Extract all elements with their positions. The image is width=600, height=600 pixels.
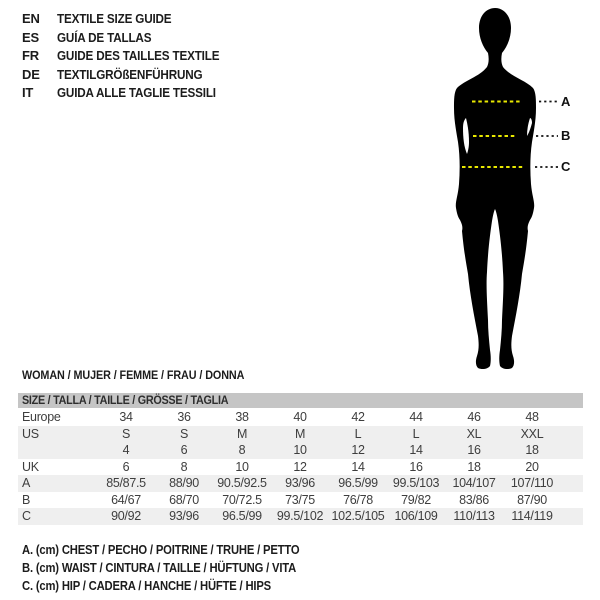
measurement-legend — [22, 541, 330, 595]
size-cell: 10 — [293, 443, 307, 458]
size-cell: 48 — [525, 410, 539, 425]
size-cell: 6 — [122, 459, 130, 474]
row-label: A — [22, 476, 31, 491]
language-label — [57, 66, 219, 85]
size-cell: 102.5/105 — [331, 509, 385, 524]
size-cell: 8 — [238, 443, 246, 458]
size-cell: 14 — [351, 459, 365, 474]
size-table — [18, 393, 583, 525]
size-cell: 110/113 — [453, 509, 495, 524]
size-cell: 16 — [467, 443, 481, 458]
language-label — [57, 47, 237, 66]
row-label: Europe — [22, 410, 61, 425]
language-code: ES — [22, 29, 39, 45]
legend-hip-text: C. (cm) HIP / CADERA / HANCHE / HÜFTE / HIPS — [22, 579, 271, 593]
language-label — [57, 84, 234, 103]
language-label-text: GUÍA DE TALLAS — [57, 29, 152, 45]
language-label — [57, 29, 162, 48]
language-row — [22, 84, 237, 103]
size-cell: 83/86 — [459, 492, 489, 507]
legend-line-chest — [22, 541, 330, 559]
table-row — [18, 492, 583, 509]
language-row — [22, 10, 237, 29]
size-cell: 73/75 — [285, 492, 315, 507]
row-label: B — [22, 492, 31, 507]
hip-label: C — [561, 159, 571, 174]
size-cell: L — [354, 426, 362, 441]
legend-chest-text: A. (cm) CHEST / PECHO / POITRINE / TRUHE / PETTO — [22, 543, 300, 557]
row-label: US — [22, 426, 39, 441]
size-cell: 44 — [409, 410, 423, 425]
table-row — [18, 475, 583, 492]
size-cell: 20 — [525, 459, 539, 474]
size-cell: 93/96 — [169, 509, 199, 524]
waist-label: B — [561, 128, 571, 143]
language-label — [57, 10, 184, 29]
size-cell: 90/92 — [111, 509, 141, 524]
size-cell: S — [121, 426, 131, 441]
language-label-text: TEXTILE SIZE GUIDE — [57, 11, 172, 26]
language-label-text: TEXTILGRÖßENFÜHRUNG — [57, 66, 203, 82]
language-row — [22, 66, 237, 85]
size-cell: 93/96 — [285, 476, 315, 491]
size-cell: 64/67 — [111, 492, 141, 507]
language-label-text: GUIDA ALLE TAGLIE TESSILI — [57, 85, 216, 100]
legend-line-hip — [22, 577, 330, 595]
row-label: UK — [22, 459, 39, 474]
size-cell: 18 — [525, 443, 539, 458]
size-cell: 79/82 — [401, 492, 431, 507]
size-cell: 14 — [409, 443, 423, 458]
size-cell: 46 — [467, 410, 481, 425]
size-cell: 40 — [293, 410, 307, 425]
size-cell: 104/107 — [452, 476, 496, 491]
language-code: FR — [22, 48, 39, 63]
size-cell: L — [412, 426, 420, 441]
size-cell: 114/119 — [511, 509, 553, 524]
size-cell: 4 — [122, 443, 130, 458]
language-list — [22, 10, 237, 103]
size-cell: 106/109 — [394, 509, 438, 524]
size-table-body — [18, 409, 583, 525]
legend-waist-text: B. (cm) WAIST / CINTURA / TAILLE / HÜFTUNG / VITA — [22, 561, 297, 575]
size-cell: 18 — [467, 459, 481, 474]
size-cell: 99.5/102 — [276, 509, 324, 524]
row-label: C — [22, 509, 31, 524]
size-cell: 42 — [351, 410, 365, 425]
size-cell: 87/90 — [517, 492, 547, 507]
size-cell: 6 — [180, 443, 188, 458]
table-row — [18, 459, 583, 476]
size-cell: 90.5/92.5 — [217, 476, 267, 491]
woman-silhouette-figure — [400, 0, 600, 380]
size-cell: XL — [466, 426, 482, 441]
size-cell: 76/78 — [343, 492, 373, 507]
size-cell: 85/87.5 — [106, 476, 146, 491]
size-cell: 10 — [235, 459, 249, 474]
chest-label: A — [561, 94, 571, 109]
size-cell: 38 — [235, 410, 249, 425]
language-code: IT — [22, 85, 34, 100]
language-row — [22, 47, 237, 66]
size-cell: 36 — [177, 410, 191, 425]
language-code: EN — [22, 11, 40, 26]
size-cell: 96.5/99 — [338, 476, 378, 491]
section-title — [22, 368, 269, 382]
size-table-header — [18, 393, 583, 408]
language-code: DE — [22, 66, 40, 82]
size-cell: 99.5/103 — [392, 476, 440, 491]
table-row — [18, 508, 583, 525]
size-cell: 8 — [180, 459, 188, 474]
size-cell: 34 — [119, 410, 133, 425]
size-cell: S — [179, 426, 189, 441]
size-cell: 107/110 — [510, 476, 554, 491]
size-cell: 96.5/99 — [222, 509, 262, 524]
table-row — [18, 442, 583, 459]
size-table-header-text: SIZE / TALLA / TAILLE / GRÖSSE / TAGLIA — [22, 393, 229, 407]
language-label-text: GUIDE DES TAILLES TEXTILE — [57, 48, 220, 63]
language-row — [22, 29, 237, 48]
size-cell: 68/70 — [169, 492, 199, 507]
size-cell: 16 — [409, 459, 423, 474]
table-row — [18, 409, 583, 426]
section-title-text: WOMAN / MUJER / FEMME / FRAU / DONNA — [22, 368, 245, 382]
table-row — [18, 426, 583, 443]
size-cell: XXL — [520, 426, 544, 441]
size-cell: 12 — [293, 459, 307, 474]
woman-silhouette — [454, 8, 536, 369]
size-cell: 70/72.5 — [222, 492, 262, 507]
size-cell: M — [236, 426, 248, 441]
size-cell: 88/90 — [169, 476, 199, 491]
legend-line-waist — [22, 559, 330, 577]
size-cell: 12 — [351, 443, 365, 458]
size-cell: M — [294, 426, 306, 441]
